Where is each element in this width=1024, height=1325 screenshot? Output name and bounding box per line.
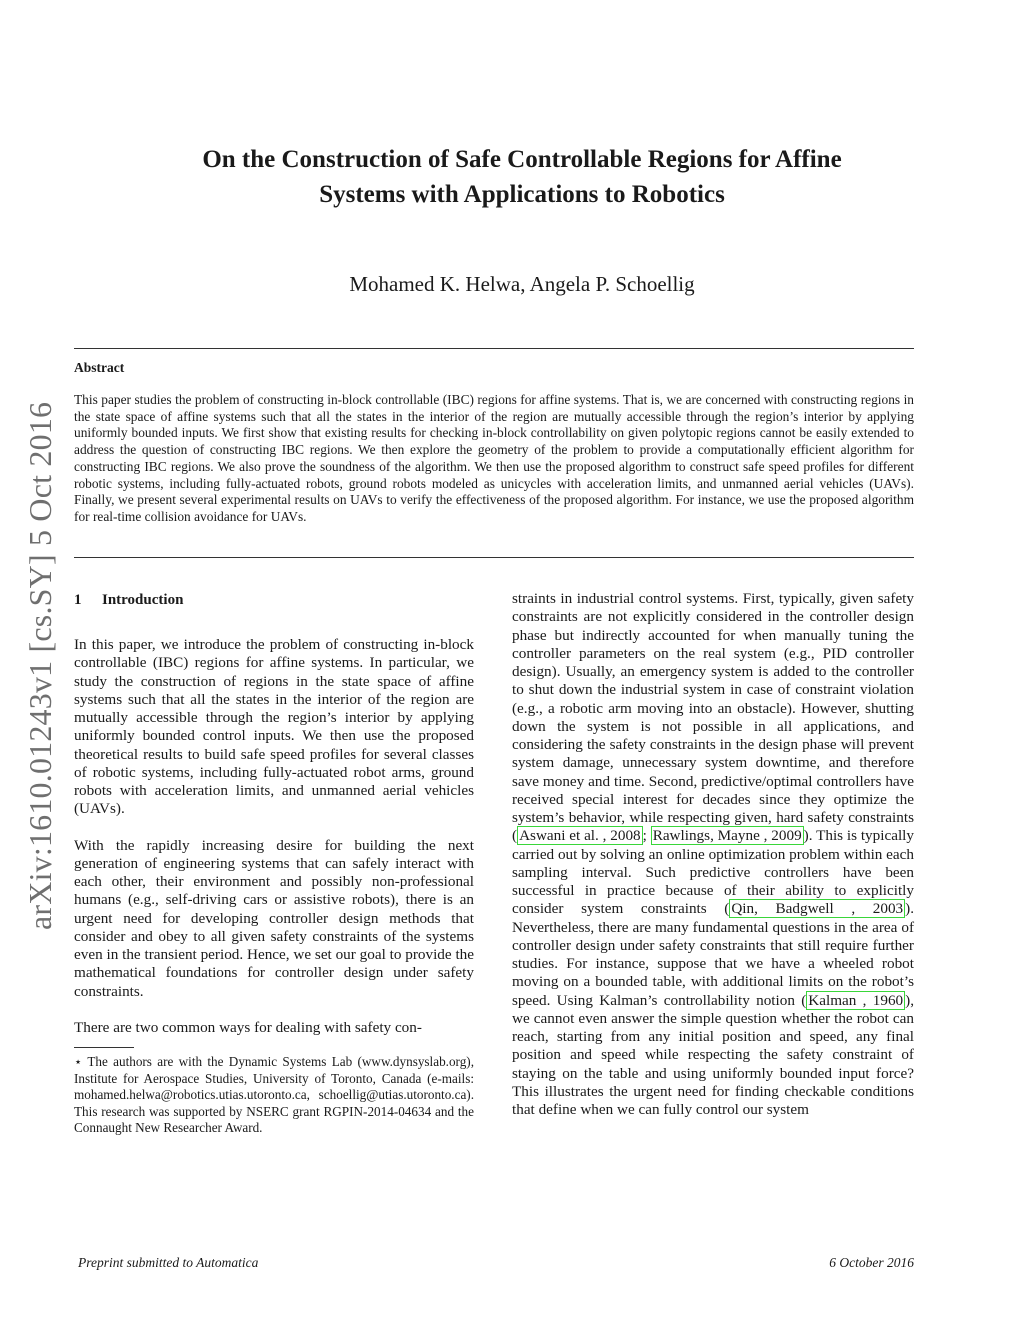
title-line-2: Systems with Applications to Robotics: [319, 181, 725, 208]
footnote-rule: [74, 1047, 134, 1048]
text-run: ), we cannot even answer the simple question whether the robot can reach, starting from any initial position and speed, any final position and speed while respecting the safety constraint of staying on the table and using uniformly bounded input force? This illustrates the urgent need for finding checkable conditions that define when we can fully control our system: [512, 991, 914, 1118]
text-run: ). This is typically carried out by solving an online optimization problem within each sampling interval. Such predictive controllers have been successful in practice because of their ability to explicitly consider system constraints (: [512, 827, 914, 918]
abstract-bottom-rule: [74, 557, 914, 558]
left-column: [74, 590, 474, 1137]
intro-paragraph-2: With the rapidly increasing desire for building the next generation of engineering systems that can safely interact with each other, their environment and possibly non-professional humans (e.g., self-driving cars or assistive robots), there is an urgent need for developing controller design methods that consider and obey to all given safety constraints of the systems even in the transient period. Hence, we set our goal to provide the mathematical foundations for controller design under safety constraints.: [74, 836, 474, 1000]
author-list: Mohamed K. Helwa, Angela P. Schoellig: [349, 272, 695, 296]
section-number: 1: [74, 592, 82, 608]
section-heading: [74, 590, 474, 610]
right-column: [512, 590, 914, 1137]
abstract-body: This paper studies the problem of constructing in-block controllable (IBC) regions for affine systems. That is, we are concerned with constructing regions in the state space of affine systems such that all the states in the interior of the region are mutually accessible through the region’s interior by applying uniformly bounded inputs. We first show that existing results for checking in-block controllability on given polytopic regions cannot be easily extended to address the question of constructing IBC regions. We then explore the geometry of the problem to provide a computationally efficient algorithm for constructing IBC regions. We also prove the soundness of the algorithm. We then use the proposed algorithm to construct safe speed profiles for different robotic systems, including fully-actuated robots, ground robots modeled as unicycles with acceleration limits, and unmanned aerial vehicles (UAVs). Finally, we present several experimental results on UAVs to verify the effectiveness of the proposed algorithm. For instance, we use the proposed algorithm for real-time collision avoidance for UAVs.: [74, 392, 914, 524]
citation-link[interactable]: Kalman , 1960: [808, 991, 904, 1009]
intro-paragraph-1: In this paper, we introduce the problem of constructing in-block controllable (IBC) regions for affine systems. In particular, we study the construction of regions in the state space of affine systems such that all the states in the interior of the region are mutually accessible through the region’s interior by applying uniformly bounded control inputs. We then use the proposed theoretical results to build safe speed profiles for several classes of robotic systems, including fully-actuated robot arms, ground robots with acceleration limits, and unmanned aerial vehicles (UAVs).: [74, 636, 474, 818]
abstract-top-rule: [74, 348, 914, 349]
citation-link[interactable]: Qin, Badgwell , 2003: [731, 900, 904, 918]
footer-submission-note: Preprint submitted to Automatica: [78, 1255, 259, 1270]
section-title: Introduction: [102, 592, 184, 608]
intro-paragraph-3: There are two common ways for dealing with safety con-: [74, 1018, 422, 1036]
text-run: straints in industrial control systems. First, typically, given safety constraints are not explicitly considered in the controller design phase but indirectly accounted for when manually tuning the controller parameters on the real system (e.g., PID controller design). Usually, an emergency system is added to the controller to shut down the industrial system in case of constraint violation (e.g., a robotic arm moving into an obstacle). However, shutting down the system is not possible in all applications, and considering the safety constraints in the design phase will prevent system damage, unnecessary system downtime, and therefore save money and time. Second, predictive/optimal controllers have received special interest for decades since they optimize the system’s behavior, while respecting given, hard safety constraints (: [512, 590, 914, 845]
intro-paragraph-continued: [512, 590, 914, 1119]
footer-date: 6 October 2016: [829, 1255, 914, 1270]
text-run: ). Nevertheless, there are many fundamental questions in the area of controller design under safety constraints that still require further studies. For instance, suppose that we have a wheeled robot moving on a bounded table, with additional limits on the robot’s speed. Using Kalman’s controllability notion (: [512, 900, 914, 1009]
text-run: ;: [642, 827, 651, 845]
title-line-1: On the Construction of Safe Controllable Regions for Affine: [202, 146, 842, 173]
paper-title: [60, 142, 984, 212]
citation-link[interactable]: Aswani et al. , 2008: [519, 827, 641, 845]
arxiv-stamp: arXiv:1610.01243v1 [cs.SY] 5 Oct 2016: [22, 401, 58, 930]
citation-link[interactable]: Rawlings, Mayne , 2009: [652, 827, 802, 845]
abstract-heading: Abstract: [74, 360, 125, 375]
affiliation-footnote: ⋆ The authors are with the Dynamic Systems Lab (www.dynsyslab.org), Institute for Aerospace Studies, University of Toronto, Canada (e-mails: mohamed.helwa@robotics.utias.utoronto.ca, schoellig@utias.utoronto.ca). This research was supported by NSERC grant RGPIN-2014-04634 and the Connaught New Researcher Award.: [74, 1054, 474, 1135]
